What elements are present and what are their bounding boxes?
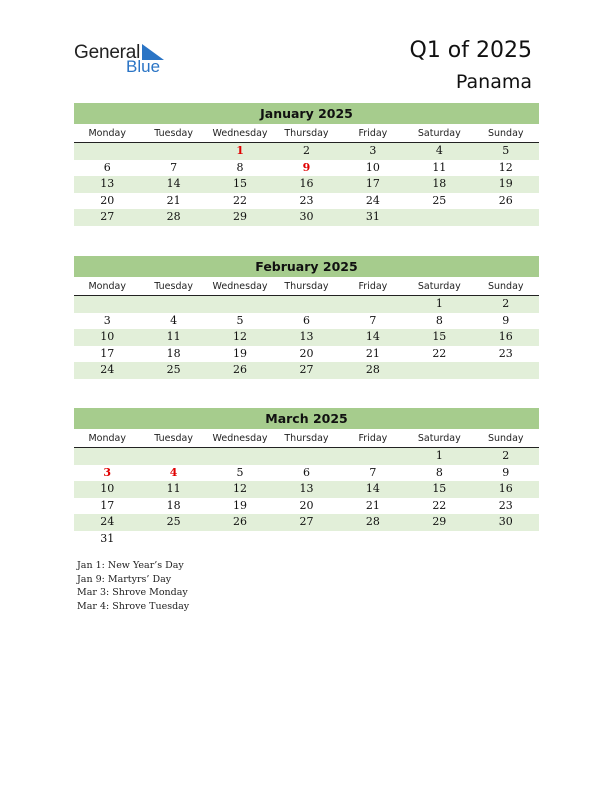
week-row (74, 362, 539, 379)
day-cell: 31 (100, 531, 115, 545)
day-cell: 8 (435, 313, 443, 327)
weekday-label: Friday (358, 433, 388, 444)
day-cell-holiday: 3 (103, 465, 112, 479)
day-cell: 13 (299, 482, 314, 496)
day-cell: 19 (233, 498, 248, 512)
day-cell-holiday: 9 (302, 160, 311, 174)
weeks (74, 296, 539, 379)
holiday-note: Jan 1: New Year’s Day (77, 560, 184, 571)
weeks (74, 143, 539, 226)
weekday-label: Sunday (487, 128, 524, 139)
logo-text-blue: Blue (126, 57, 161, 76)
day-cell: 22 (432, 346, 447, 360)
week-row (74, 193, 539, 210)
day-cell: 11 (166, 330, 181, 344)
holiday-notes (77, 559, 189, 613)
week-row (74, 313, 539, 330)
week-row (74, 481, 539, 498)
day-cell: 17 (100, 498, 115, 512)
day-cell: 1 (435, 297, 443, 310)
day-cell (74, 143, 140, 160)
day-cell: 24 (100, 515, 115, 529)
weekday-label: Tuesday (154, 281, 193, 292)
day-cell: 27 (299, 363, 314, 377)
week-row (74, 160, 539, 177)
holiday-note: Jan 9: Martyrs’ Day (77, 573, 172, 585)
day-cell (273, 448, 339, 465)
day-cell: 8 (435, 465, 443, 479)
day-cell (74, 448, 140, 465)
day-cell (473, 362, 539, 379)
week-row (74, 498, 539, 515)
day-cell: 24 (100, 363, 115, 377)
month-title: February 2025 (74, 256, 539, 277)
day-cell: 10 (365, 160, 380, 174)
day-cell (340, 296, 406, 313)
day-cell (207, 296, 273, 313)
weekday-label: Thursday (284, 128, 329, 139)
day-cell: 9 (502, 465, 510, 479)
weekday-label: Monday (88, 433, 126, 444)
day-cell: 23 (299, 193, 314, 207)
day-cell-holiday: 1 (236, 144, 244, 157)
day-cell: 19 (498, 177, 513, 191)
day-cell: 25 (166, 515, 181, 529)
week-row (74, 531, 539, 548)
day-cell: 10 (100, 482, 115, 496)
day-cell: 5 (236, 313, 244, 327)
day-cell: 6 (103, 160, 111, 174)
weekday-label: Wednesday (212, 433, 268, 444)
weekday-label: Saturday (417, 128, 461, 139)
day-cell (473, 531, 539, 548)
day-cell (406, 362, 472, 379)
day-cell (406, 209, 472, 226)
day-cell: 1 (435, 449, 443, 462)
day-cell: 21 (166, 193, 181, 207)
day-cell: 23 (498, 498, 513, 512)
day-cell: 12 (498, 160, 513, 174)
day-cell: 7 (369, 313, 377, 327)
day-cell: 29 (233, 210, 248, 224)
logo-text-general: General (74, 42, 141, 63)
logo (74, 42, 174, 78)
weekday-label: Wednesday (212, 281, 268, 292)
day-cell: 24 (365, 193, 380, 207)
day-cell: 22 (233, 193, 248, 207)
day-cell: 19 (233, 346, 248, 360)
month-title: January 2025 (74, 103, 539, 124)
weekday-header-row (74, 126, 539, 143)
day-cell: 14 (365, 482, 380, 496)
day-cell (340, 448, 406, 465)
day-cell: 21 (365, 346, 380, 360)
week-row (74, 176, 539, 193)
week-row (74, 329, 539, 346)
weekday-label: Tuesday (154, 128, 193, 139)
weekday-label: Wednesday (212, 128, 268, 139)
month-january (74, 103, 539, 226)
day-cell (207, 448, 273, 465)
weekday-label: Thursday (284, 433, 329, 444)
weeks (74, 448, 539, 548)
day-cell: 4 (170, 313, 178, 327)
day-cell: 30 (299, 210, 314, 224)
day-cell: 12 (233, 482, 248, 496)
week-row (74, 465, 539, 482)
weekday-label: Saturday (417, 281, 461, 292)
holiday-note: Mar 3: Shrove Monday (77, 587, 188, 598)
month-february (74, 256, 539, 379)
day-cell: 27 (299, 515, 314, 529)
day-cell: 13 (299, 330, 314, 344)
day-cell (140, 296, 206, 313)
weekday-label: Monday (88, 128, 126, 139)
day-cell: 26 (233, 363, 248, 377)
day-cell: 5 (236, 465, 244, 479)
day-cell (140, 448, 206, 465)
month-title: March 2025 (74, 408, 539, 429)
day-cell: 25 (432, 193, 447, 207)
day-cell: 15 (432, 482, 447, 496)
day-cell-holiday: 4 (169, 465, 178, 479)
day-cell: 20 (299, 498, 314, 512)
day-cell: 16 (299, 177, 314, 191)
day-cell: 9 (502, 313, 510, 327)
week-row (74, 448, 539, 465)
weekday-label: Monday (88, 281, 126, 292)
day-cell: 6 (302, 465, 310, 479)
week-row (74, 209, 539, 226)
day-cell: 8 (236, 160, 244, 174)
day-cell: 7 (369, 465, 377, 479)
day-cell: 2 (502, 449, 510, 462)
week-row (74, 346, 539, 363)
day-cell: 28 (365, 363, 380, 377)
day-cell (140, 143, 206, 160)
day-cell: 23 (498, 346, 513, 360)
day-cell: 4 (435, 144, 443, 157)
page-title: Q1 of 2025 (409, 38, 532, 63)
day-cell: 20 (299, 346, 314, 360)
day-cell: 18 (432, 177, 447, 191)
day-cell: 2 (502, 297, 510, 310)
day-cell: 29 (432, 515, 447, 529)
day-cell (473, 209, 539, 226)
day-cell: 7 (170, 160, 178, 174)
day-cell: 18 (166, 346, 181, 360)
week-row (74, 514, 539, 531)
day-cell: 13 (100, 177, 115, 191)
day-cell: 26 (498, 193, 513, 207)
weekday-label: Sunday (487, 433, 524, 444)
day-cell: 17 (100, 346, 115, 360)
holiday-note: Mar 4: Shrove Tuesday (77, 600, 190, 612)
day-cell: 16 (498, 482, 513, 496)
day-cell: 11 (166, 482, 181, 496)
weekday-header-row (74, 431, 539, 448)
weekday-label: Friday (358, 128, 388, 139)
day-cell: 15 (432, 330, 447, 344)
day-cell: 26 (233, 515, 248, 529)
day-cell: 10 (100, 330, 115, 344)
day-cell: 27 (100, 210, 115, 224)
day-cell: 30 (498, 515, 513, 529)
day-cell: 25 (166, 363, 181, 377)
day-cell: 28 (365, 515, 380, 529)
weekday-label: Thursday (284, 281, 329, 292)
day-cell: 3 (369, 144, 377, 157)
day-cell: 14 (365, 330, 380, 344)
day-cell: 12 (233, 330, 248, 344)
day-cell: 6 (302, 313, 310, 327)
day-cell: 17 (365, 177, 380, 191)
weekday-label: Tuesday (154, 433, 193, 444)
day-cell (273, 296, 339, 313)
day-cell: 28 (166, 210, 181, 224)
day-cell: 18 (166, 498, 181, 512)
weekday-label: Saturday (417, 433, 461, 444)
day-cell: 22 (432, 498, 447, 512)
weekday-header-row (74, 279, 539, 296)
day-cell: 16 (498, 330, 513, 344)
day-cell (140, 531, 206, 548)
day-cell: 15 (233, 177, 248, 191)
day-cell (273, 531, 339, 548)
weekday-label: Sunday (487, 281, 524, 292)
weekday-label: Friday (358, 281, 388, 292)
day-cell: 14 (166, 177, 181, 191)
week-row (74, 143, 539, 160)
day-cell: 2 (302, 144, 310, 157)
day-cell: 11 (432, 160, 447, 174)
day-cell: 20 (100, 193, 115, 207)
month-march (74, 408, 539, 548)
week-row (74, 296, 539, 313)
day-cell (340, 531, 406, 548)
page-subtitle: Panama (455, 71, 532, 93)
day-cell: 5 (502, 144, 510, 157)
day-cell: 21 (365, 498, 380, 512)
day-cell: 3 (103, 313, 111, 327)
day-cell (74, 296, 140, 313)
day-cell: 31 (365, 210, 380, 224)
day-cell (207, 531, 273, 548)
day-cell (406, 531, 472, 548)
